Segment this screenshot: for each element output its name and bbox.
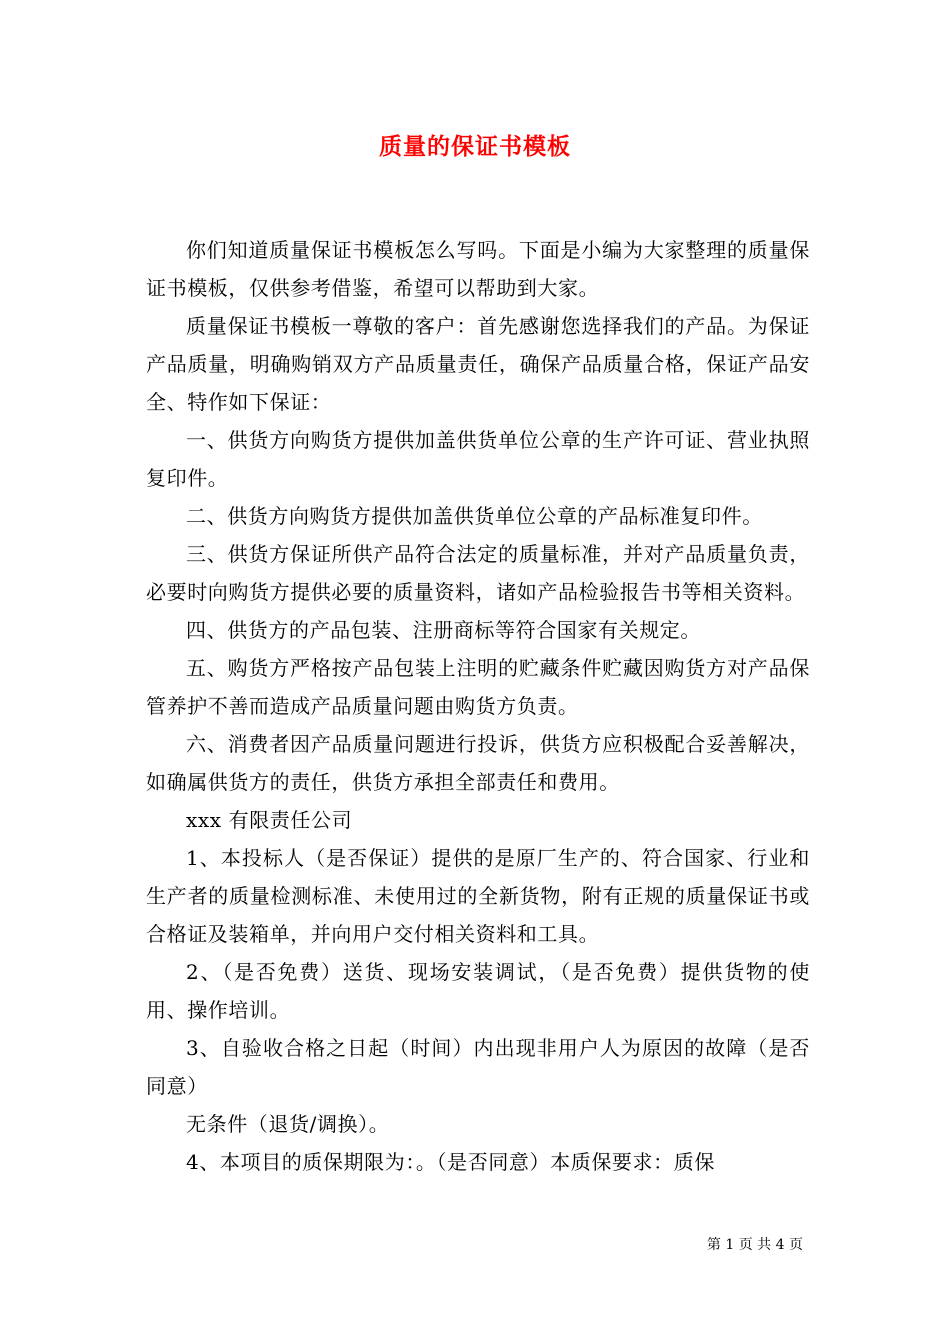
paragraph-item-2: 二、供货方向购货方提供加盖供货单位公章的产品标准复印件。	[186, 504, 763, 528]
paragraph-company: xxx 有限责任公司	[186, 808, 353, 832]
document-body	[146, 231, 810, 1181]
paragraph-item-1: 一、供货方向购货方提供加盖供货单位公章的生产许可证、营业执照复印件。	[146, 428, 810, 490]
page-number-footer: 第 1 页 共 4 页	[706, 1237, 803, 1253]
paragraph-clause-3: 3、自验收合格之日起（时间）内出现非用户人为原因的故障（是否同意）	[146, 1036, 810, 1098]
paragraph-clause-1: 1、本投标人（是否保证）提供的是原厂生产的、符合国家、行业和生产者的质量检测标准、未使用过的全新货物，附有正规的质量保证书或合格证及装箱单，并向用户交付相关资料和工具。	[146, 846, 810, 946]
paragraph-intro: 你们知道质量保证书模板怎么写吗。下面是小编为大家整理的质量保证书模板，仅供参考借鉴，希望可以帮助到大家。	[146, 238, 810, 300]
paragraph-item-3: 三、供货方保证所供产品符合法定的质量标准，并对产品质量负责，必要时向购货方提供必要的质量资料，诸如产品检验报告书等相关资料。	[146, 542, 810, 604]
paragraph-item-6: 六、消费者因产品质量问题进行投诉，供货方应积极配合妥善解决，如确属供货方的责任，供货方承担全部责任和费用。	[146, 732, 810, 794]
paragraph-clause-4: 4、本项目的质保期限为：。（是否同意）本质保要求：质保	[186, 1150, 715, 1174]
paragraph-clause-2: 2、（是否免费）送货、现场安装调试，（是否免费）提供货物的使用、操作培训。	[146, 960, 810, 1022]
paragraph-item-5: 五、购货方严格按产品包装上注明的贮藏条件贮藏因购货方对产品保管养护不善而造成产品质量问题由购货方负责。	[146, 656, 810, 718]
paragraph-item-4: 四、供货方的产品包装、注册商标等符合国家有关规定。	[186, 618, 701, 642]
paragraph-greeting: 质量保证书模板一尊敬的客户：首先感谢您选择我们的产品。为保证产品质量，明确购销双方产品质量责任，确保产品质量合格，保证产品安全、特作如下保证：	[146, 314, 810, 414]
document-title: 质量的保证书模板	[379, 133, 571, 160]
paragraph-clause-3-cont: 无条件（退货/调换）。	[186, 1112, 390, 1136]
